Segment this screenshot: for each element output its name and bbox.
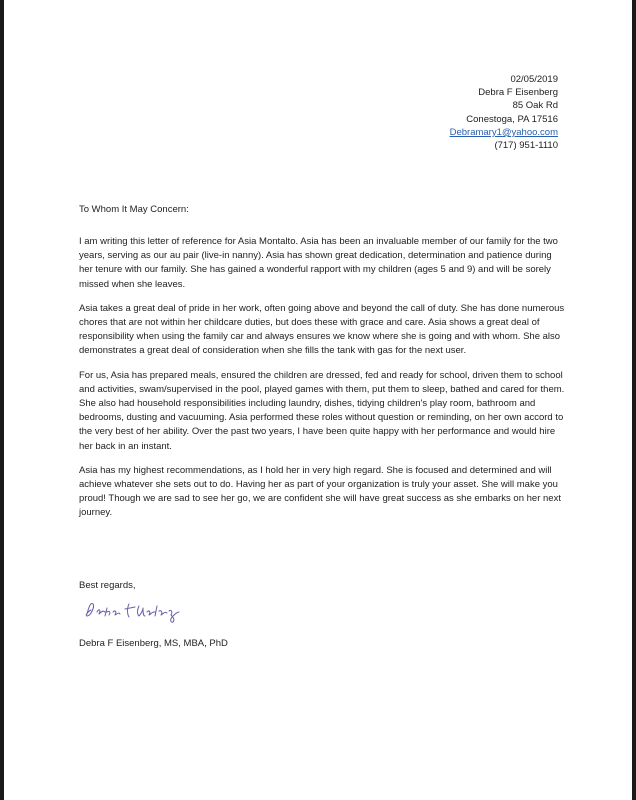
sender-name: Debra F Eisenberg xyxy=(478,87,558,99)
paragraph: Asia takes a great deal of pride in her work, often going above and beyond the call of duty. She has done numerous chores that are not within her childcare duties, but does these with grace and care. Asia shows a great deal of responsibility when using the family car and always ensures we know where she is going and with whom. She also demonstrates a great deal of consideration when she fills the tank with gas for the next user. xyxy=(79,302,565,357)
signer-name: Debra F Eisenberg, MS, MBA, PhD xyxy=(79,638,228,649)
paragraph: I am writing this letter of reference for Asia Montalto. Asia has been an invaluable member of our family for the two years, serving as our au pair (live-in nanny). Asia has shown great dedication, determination and patience during her tenure with our family. She has gained a wonderful rapport with my children (ages 5 and 9) and will be sorely missed when she leaves. xyxy=(79,236,558,290)
handwritten-signature xyxy=(83,596,193,624)
letter-body xyxy=(79,235,567,531)
email-link[interactable]: Debramary1@yahoo.com xyxy=(449,126,558,138)
address-line-1: 85 Oak Rd xyxy=(512,100,558,112)
paragraph: For us, Asia has prepared meals, ensured the children are dressed, fed and ready for school, driven them to school and activities, swam/supervised in the pool, played games with them, put them to sleep, bathed and cared for them. She also had household responsibilities including laundry, dishes, tidying children's play room, bathroom and bedrooms, dusting and vacuuming. Asia performed these roles without question or reminding, on her own accord to the very best of her ability. Over the past two years, I have been quite happy with her performance and would hire her back in an instant. xyxy=(79,369,565,452)
closing: Best regards, xyxy=(79,580,136,591)
phone-number: (717) 951-1110 xyxy=(494,140,558,152)
paragraph: Asia has my highest recommendations, as I hold her in very high regard. She is focused and determined and will achieve whatever she sets out to do. Having her as part of your organization is truly your asset. She will make you proud! Though we are sad to see her go, we are confident she will have great success as she embarks on her next journey. xyxy=(79,464,561,519)
letter-date: 02/05/2019 xyxy=(510,74,558,85)
address-line-2: Conestoga, PA 17516 xyxy=(466,113,558,125)
sender-block xyxy=(450,73,558,152)
letter-page xyxy=(4,0,632,800)
salutation: To Whom It May Concern: xyxy=(79,204,189,215)
